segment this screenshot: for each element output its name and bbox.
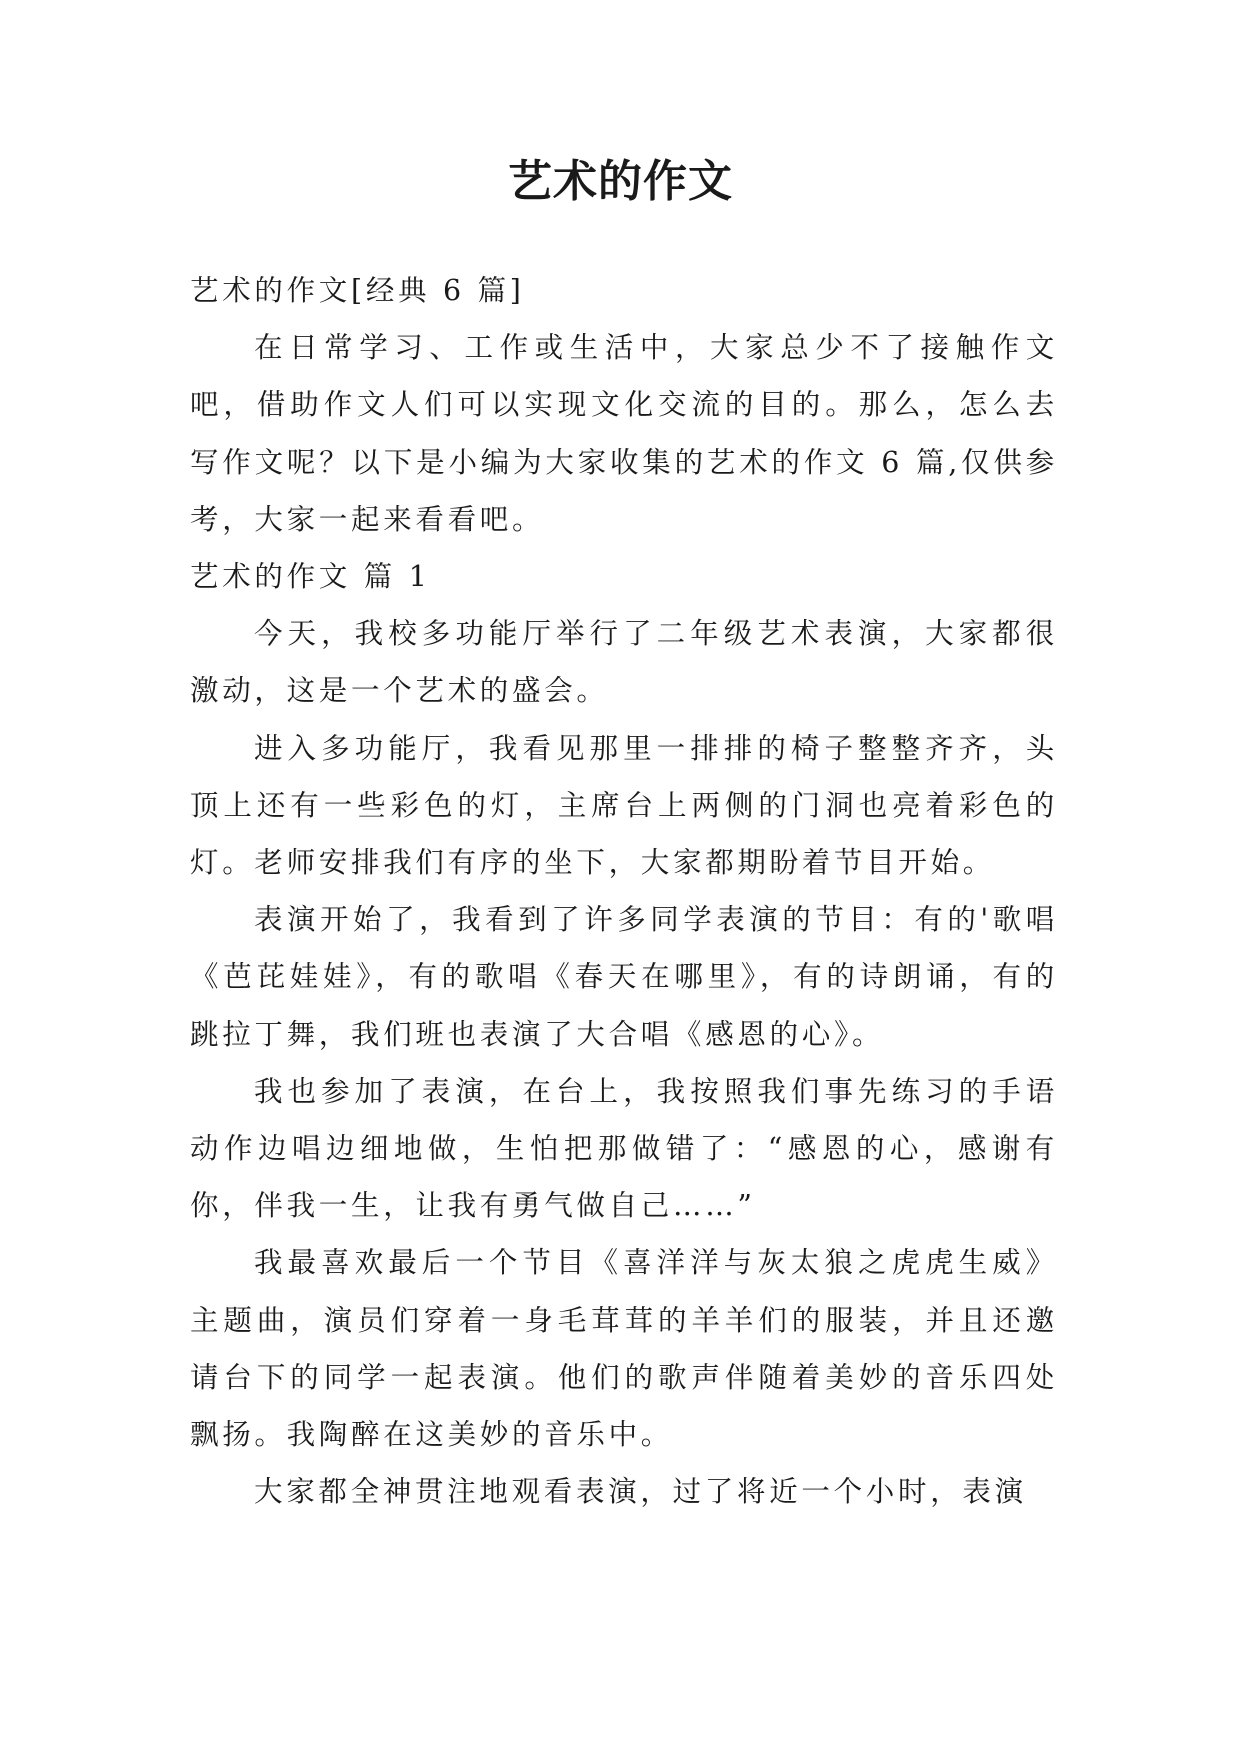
paragraph-3: 表演开始了，我看到了许多同学表演的节目：有的'歌唱《芭芘娃娃》，有的歌唱《春天在哪里》，有的诗朗诵，有的跳拉丁舞，我们班也表演了大合唱《感恩的心》。 [190,903,1058,1051]
document-body [190,262,1058,1520]
intro-paragraph: 在日常学习、工作或生活中，大家总少不了接触作文吧，借助作文人们可以实现文化交流的目的。那么，怎么去写作文呢？以下是小编为大家收集的艺术的作文 6 篇,仅供参考，大家一起来看看吧。 [190,331,1058,536]
paragraph-1: 今天，我校多功能厅举行了二年级艺术表演，大家都很激动，这是一个艺术的盛会。 [190,617,1058,708]
section-heading: 艺术的作文 篇 1 [190,560,431,594]
paragraph-5: 我最喜欢最后一个节目《喜洋洋与灰太狼之虎虎生威》主题曲，演员们穿着一身毛茸茸的羊羊们的服装，并且还邀请台下的同学一起表演。他们的歌声伴随着美妙的音乐四处飘扬。我陶醉在这美妙的音乐中。 [190,1246,1058,1452]
document-subtitle: 艺术的作文[经典 6 篇] [190,274,525,307]
paragraph-2: 进入多功能厅，我看见那里一排排的椅子整整齐齐，头顶上还有一些彩色的灯，主席台上两侧的门洞也亮着彩色的灯。老师安排我们有序的坐下，大家都期盼着节目开始。 [190,731,1058,880]
paragraph-6: 大家都全神贯注地观看表演，过了将近一个小时，表演 [254,1475,1027,1509]
document-title: 艺术的作文 [508,156,733,207]
paragraph-4: 我也参加了表演，在台上，我按照我们事先练习的手语动作边唱边细地做，生怕把那做错了：“感恩的心，感谢有你，伴我一生，让我有勇气做自己……” [190,1074,1058,1223]
